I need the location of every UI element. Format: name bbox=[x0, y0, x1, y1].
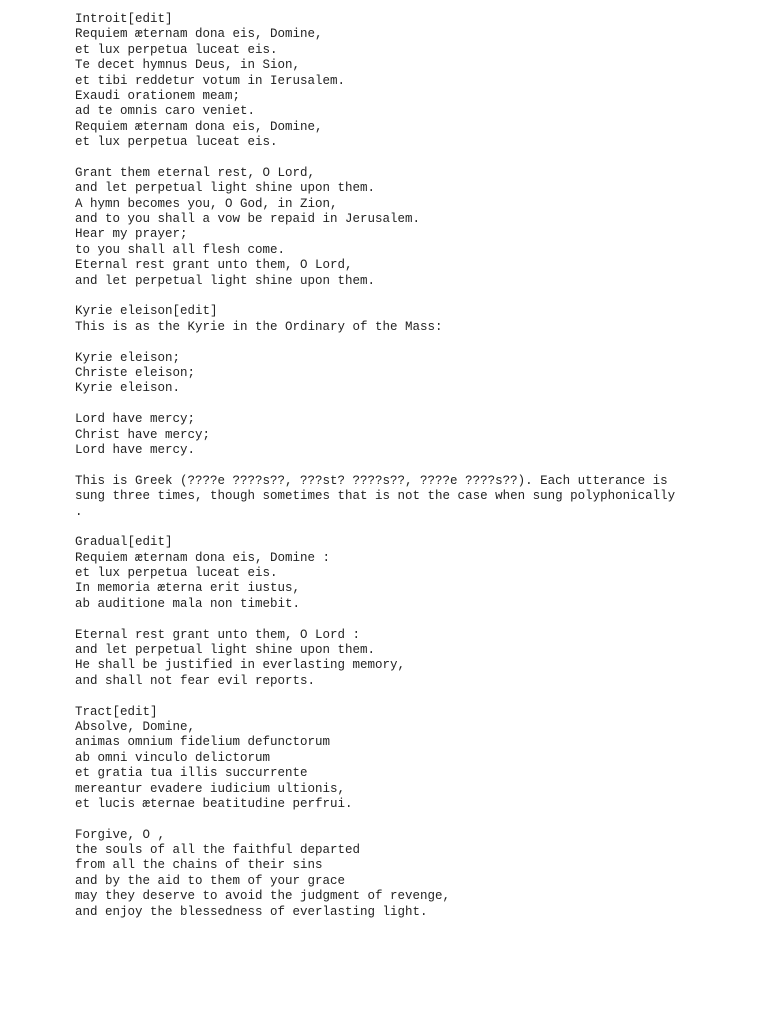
text-line: et lux perpetua luceat eis. bbox=[75, 566, 278, 581]
text-line: and by the aid to them of your grace bbox=[75, 873, 346, 888]
kyrie-note-text bbox=[75, 474, 735, 520]
text-line: and shall not fear evil reports. bbox=[75, 673, 316, 688]
section-heading-kyrie: Kyrie eleison[edit] bbox=[75, 304, 218, 319]
text-line: ab omni vinculo delictorum bbox=[75, 750, 271, 765]
spacer bbox=[75, 458, 735, 473]
kyrie-english-text bbox=[75, 412, 735, 458]
gradual-english-text bbox=[75, 628, 735, 690]
spacer bbox=[75, 335, 735, 350]
section-heading-introit: Introit[edit] bbox=[75, 12, 173, 26]
section-heading-gradual: Gradual[edit] bbox=[75, 535, 173, 550]
text-line: et lucis æternae beatitudine perfrui. bbox=[75, 796, 353, 811]
text-line: Grant them eternal rest, O Lord, bbox=[75, 165, 316, 180]
spacer bbox=[75, 520, 735, 535]
text-line: and let perpetual light shine upon them. bbox=[75, 643, 376, 658]
spacer bbox=[75, 689, 735, 704]
text-line: Absolve, Domine, bbox=[75, 719, 196, 734]
text-line: mereantur evadere iudicium ultionis, bbox=[75, 781, 346, 796]
spacer bbox=[75, 812, 735, 827]
text-line: Eternal rest grant unto them, O Lord, bbox=[75, 258, 353, 273]
text-line: Requiem æternam dona eis, Domine, bbox=[75, 27, 323, 42]
text-line: ad te omnis caro veniet. bbox=[75, 104, 256, 119]
text-line: Forgive, O , bbox=[75, 827, 166, 842]
text-line: Eternal rest grant unto them, O Lord : bbox=[75, 627, 361, 642]
spacer bbox=[75, 397, 735, 412]
text-line: and to you shall a vow be repaid in Jerusalem. bbox=[75, 212, 421, 227]
text-line: et lux perpetua luceat eis. bbox=[75, 135, 278, 150]
gradual-latin-text bbox=[75, 551, 735, 613]
document-body bbox=[75, 12, 735, 920]
spacer bbox=[75, 151, 735, 166]
text-line: from all the chains of their sins bbox=[75, 858, 323, 873]
text-line: Christ have mercy; bbox=[75, 427, 211, 442]
text-line: et gratia tua illis succurrente bbox=[75, 766, 308, 781]
section-heading-tract: Tract[edit] bbox=[75, 704, 158, 719]
text-line: Kyrie eleison. bbox=[75, 381, 181, 396]
text-line: to you shall all flesh come. bbox=[75, 242, 286, 257]
text-line: Requiem æternam dona eis, Domine : bbox=[75, 550, 331, 565]
text-line: In memoria æterna erit iustus, bbox=[75, 581, 301, 596]
text-line: and let perpetual light shine upon them. bbox=[75, 181, 376, 196]
text-line: Exaudi orationem meam; bbox=[75, 88, 241, 103]
text-line: Lord have mercy. bbox=[75, 442, 196, 457]
text-line: A hymn becomes you, O God, in Zion, bbox=[75, 196, 338, 211]
text-line: Kyrie eleison; bbox=[75, 350, 181, 365]
text-line: . bbox=[75, 504, 83, 519]
kyrie-latin-text bbox=[75, 351, 735, 397]
introit-latin-text bbox=[75, 27, 735, 150]
introit-english-text bbox=[75, 166, 735, 289]
text-line: animas omnium fidelium defunctorum bbox=[75, 735, 331, 750]
text-line: Requiem æternam dona eis, Domine, bbox=[75, 119, 323, 134]
text-line: and enjoy the blessedness of everlasting light. bbox=[75, 904, 428, 919]
tract-english-text bbox=[75, 828, 735, 920]
text-line: the souls of all the faithful departed bbox=[75, 843, 361, 858]
text-line: Lord have mercy; bbox=[75, 412, 196, 427]
text-line: Te decet hymnus Deus, in Sion, bbox=[75, 58, 301, 73]
text-line: This is Greek (????e ????s??, ???st? ????s??, ????e ????s??). Each utterance is bbox=[75, 473, 668, 488]
text-line: ab auditione mala non timebit. bbox=[75, 596, 301, 611]
spacer bbox=[75, 289, 735, 304]
text-line: Hear my prayer; bbox=[75, 227, 188, 242]
spacer bbox=[75, 612, 735, 627]
kyrie-intro-text: This is as the Kyrie in the Ordinary of the Mass: bbox=[75, 319, 443, 334]
text-line: Christe eleison; bbox=[75, 365, 196, 380]
text-line: et tibi reddetur votum in Ierusalem. bbox=[75, 73, 346, 88]
text-line: and let perpetual light shine upon them. bbox=[75, 273, 376, 288]
tract-latin-text bbox=[75, 720, 735, 812]
text-line: He shall be justified in everlasting memory, bbox=[75, 658, 406, 673]
text-line: sung three times, though sometimes that is not the case when sung polyphonically bbox=[75, 489, 676, 504]
text-line: et lux perpetua luceat eis. bbox=[75, 42, 278, 57]
text-line: may they deserve to avoid the judgment of revenge, bbox=[75, 889, 451, 904]
